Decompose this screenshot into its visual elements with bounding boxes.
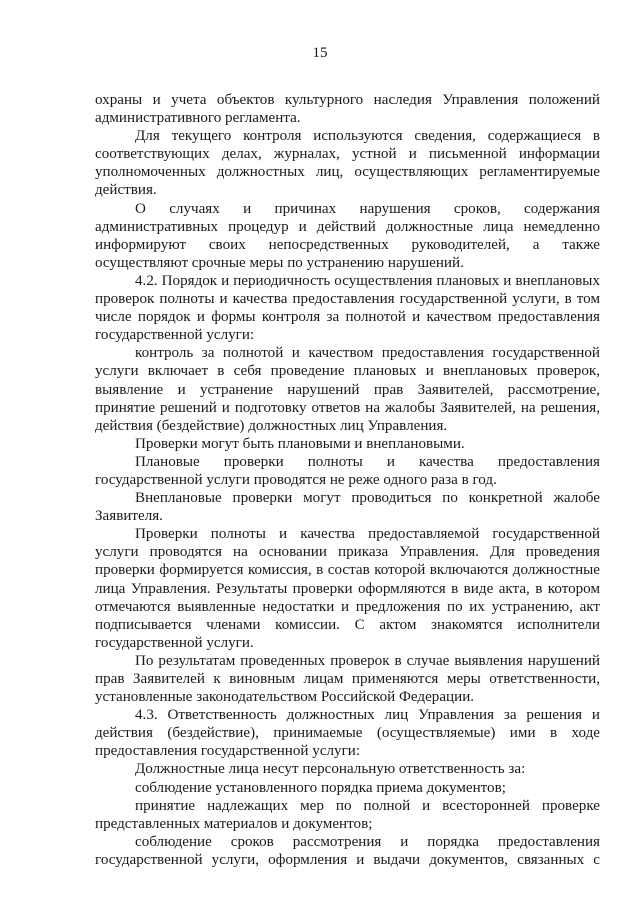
page-number: 15 bbox=[312, 45, 328, 61]
list-item-deadlines: соблюдение сроков рассмотрения и порядка предоставления государственной услуги, оформления и выдачи документов, связанных с bbox=[95, 833, 600, 868]
document-body bbox=[95, 91, 600, 869]
paragraph-current-control: Для текущего контроля используются сведения, содержащиеся в соответствующих делах, журналах, устной и письменной информации уполномоченных должностных лиц, осуществляющих регламентируемые действия. bbox=[95, 128, 600, 199]
list-item-document-intake: соблюдение установленного порядка приема документов; bbox=[135, 779, 506, 796]
paragraph-inspection-results: По результатам проведенных проверок в случае выявления нарушений прав Заявителей к виновным лицам применяются меры ответственности, установленные законодательством Российской Федерации. bbox=[95, 652, 600, 706]
paragraph-planned-inspections: Плановые проверки полноты и качества предоставления государственной услуги проводятся не реже одного раза в год. bbox=[95, 453, 600, 488]
paragraph-control-scope: контроль за полнотой и качеством предоставления государственной услуги включает в себя проведение плановых и внеплановых проверок, выявление и устранение нарушений прав Заявителей, рассмотрение, принятие решений и подготовку ответов на жалобы Заявителей, на решения, действия (бездействие) должностных лиц Управления. bbox=[95, 345, 600, 434]
section-4-3-heading: 4.3. Ответственность должностных лиц Управления за решения и действия (бездействие), принимаемые (осуществляемые) ими в ходе предоставления государственной услуги: bbox=[95, 707, 600, 760]
paragraph-continuation: охраны и учета объектов культурного наследия Управления положений административного регламента. bbox=[95, 92, 600, 127]
paragraph-inspection-types: Проверки могут быть плановыми и внеплановыми. bbox=[135, 435, 465, 452]
paragraph-liability-intro: Должностные лица несут персональную ответственность за: bbox=[135, 761, 526, 778]
section-4-2-heading: 4.2. Порядок и периодичность осуществления плановых и внеплановых проверок полноты и качества предоставления государственной услуги, в том числе порядок и формы контроля за полнотой и качеством предоставления государственной услуги: bbox=[95, 272, 600, 344]
list-item-verification: принятие надлежащих мер по полной и всесторонней проверке представленных материалов и документов; bbox=[95, 797, 600, 832]
paragraph-unplanned-inspections: Внеплановые проверки могут проводиться по конкретной жалобе Заявителя. bbox=[95, 490, 600, 525]
paragraph-inspection-procedure: Проверки полноты и качества предоставляемой государственной услуги проводятся на основании приказа Управления. Для проведения проверки формируется комиссия, в состав которой включаются должностные лица Управления. Результаты проверки оформляются в виде акта, в котором отмечаются выявленные недостатки и предложения по их устранению, акт подписывается членами комиссии. С актом знакомятся исполнители государственной услуги. bbox=[95, 526, 600, 651]
paragraph-violations: О случаях и причинах нарушения сроков, содержания административных процедур и действий должностные лица немедленно информируют своих непосредственных руководителей, а также осуществляют срочные меры по устранению нарушений. bbox=[95, 200, 600, 271]
